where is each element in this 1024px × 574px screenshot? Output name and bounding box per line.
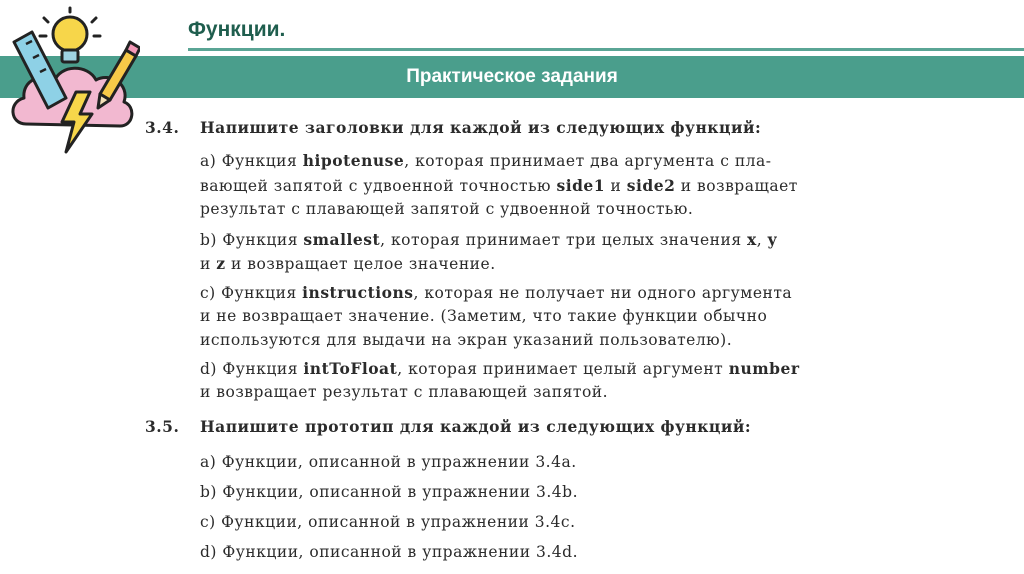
text: , которая не получает ни одного аргумента bbox=[413, 284, 793, 302]
param-name: side1 bbox=[556, 176, 606, 195]
text: d) Функция bbox=[200, 360, 304, 378]
text: a) Функция bbox=[200, 152, 303, 170]
exercise-number: 3.5. bbox=[145, 417, 180, 436]
item-3-4-c-line1 bbox=[200, 283, 792, 302]
function-name: hipotenuse bbox=[302, 151, 405, 170]
item-3-5-c: c) Функции, описанной в упражнении 3.4c. bbox=[200, 513, 576, 531]
exercise-number: 3.4. bbox=[145, 118, 180, 137]
item-3-4-d-line2: и возвращает результат с плавающей запятой. bbox=[200, 383, 609, 401]
param-name: y bbox=[767, 230, 778, 249]
text: и bbox=[605, 177, 627, 195]
item-3-4-c-line2: и не возвращает значение. (Заметим, что такие функции обычно bbox=[200, 307, 768, 325]
function-name: instructions bbox=[302, 283, 414, 302]
text: вающей запятой с удвоенной точностью bbox=[200, 177, 557, 195]
item-3-4-a-line2 bbox=[200, 176, 798, 195]
item-3-5-d: d) Функции, описанной в упражнении 3.4d. bbox=[200, 543, 578, 561]
text: , которая принимает целый аргумент bbox=[397, 360, 729, 378]
banner-title: Практическое задания bbox=[406, 66, 618, 87]
item-3-5-b: b) Функции, описанной в упражнении 3.4b. bbox=[200, 483, 578, 501]
item-3-4-a-line3: результат с плавающей запятой с удвоенной точностью. bbox=[200, 200, 694, 218]
exercise-heading: Напишите заголовки для каждой из следующих функций: bbox=[200, 118, 762, 137]
text: b) Функция bbox=[200, 231, 304, 249]
text: и возвращает целое значение. bbox=[225, 255, 496, 273]
text: и bbox=[200, 255, 217, 273]
function-name: intToFloat bbox=[303, 359, 398, 378]
param-name: z bbox=[216, 254, 226, 273]
item-3-4-c-line3: используются для выдачи на экран указаний пользователю). bbox=[200, 331, 733, 349]
text: , которая принимает два аргумента с пла- bbox=[404, 152, 772, 170]
item-3-4-b-line2 bbox=[200, 254, 496, 273]
item-3-5-a: a) Функции, описанной в упражнении 3.4a. bbox=[200, 453, 577, 471]
exercise-heading: Напишите прототип для каждой из следующих функций: bbox=[200, 417, 752, 436]
slide-title: Функции. bbox=[188, 18, 286, 41]
param-name: number bbox=[728, 359, 800, 378]
function-name: smallest bbox=[303, 230, 381, 249]
text: и возвращает bbox=[675, 177, 798, 195]
item-3-4-d-line1 bbox=[200, 359, 800, 378]
text: , которая принимает три целых значения bbox=[380, 231, 748, 249]
text: c) Функция bbox=[200, 284, 303, 302]
item-3-4-a-line1 bbox=[200, 151, 772, 170]
item-3-4-b-line1 bbox=[200, 230, 777, 249]
text: , bbox=[756, 231, 768, 249]
param-name: x bbox=[747, 230, 757, 249]
param-name: side2 bbox=[626, 176, 676, 195]
